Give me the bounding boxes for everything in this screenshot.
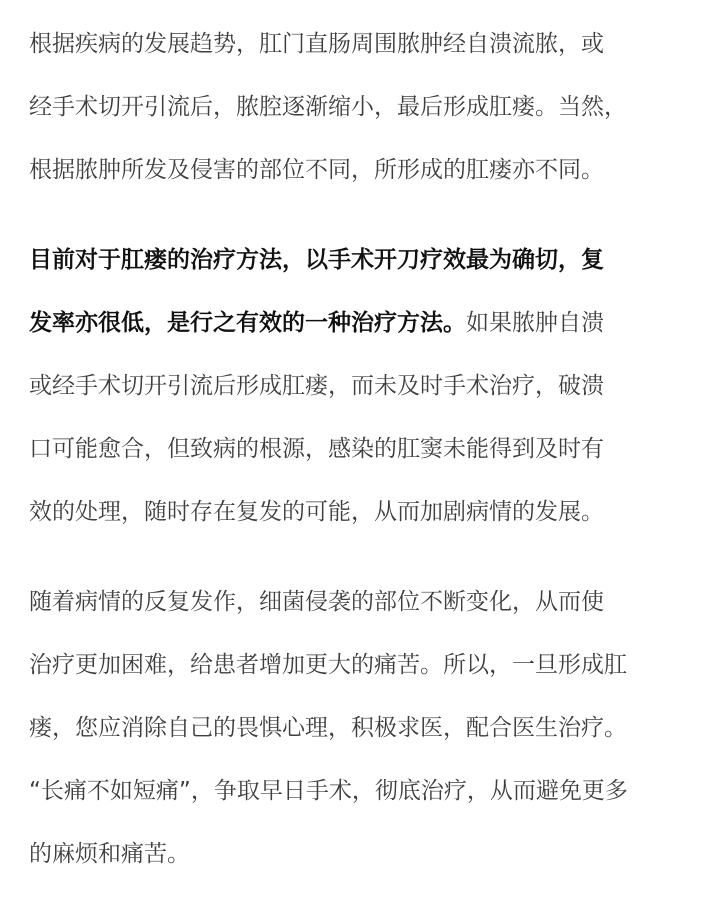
paragraph-2: [29, 229, 720, 544]
text-line: [29, 760, 720, 823]
text-line: [29, 823, 720, 886]
text-line: [29, 355, 720, 418]
text-line: [29, 13, 720, 76]
line-text: 瘘，您应消除自己的畏惧心理，积极求医，配合医生治疗。: [29, 715, 627, 741]
line-text: 根据疾病的发展趋势，肛门直肠周围脓肿经自溃流脓，或: [29, 31, 604, 57]
text-line: [29, 481, 720, 544]
paragraph-3: [29, 571, 720, 886]
text-line: [29, 634, 720, 697]
paragraph-1: [29, 13, 720, 202]
line-text: 效的处理，随时存在复发的可能，从而加剧病情的发展。: [29, 499, 604, 525]
line-text: “长痛不如短痛”，争取早日手术，彻底治疗，从而避免更多: [29, 778, 628, 804]
text-line: [29, 229, 720, 292]
line-text: 口可能愈合，但致病的根源，感染的肛窦未能得到及时有: [29, 436, 604, 462]
line-text: 经手术切开引流后，脓腔逐渐缩小，最后形成肛瘘。当然，: [29, 94, 627, 120]
line-text: 如果脓肿自溃: [466, 310, 604, 336]
text-line: [29, 571, 720, 634]
text-line: [29, 139, 720, 202]
bold-text: 目前对于肛瘘的治疗方法，以手术开刀疗效最为确切，复: [29, 247, 604, 273]
line-text: 随着病情的反复发作，细菌侵袭的部位不断变化，从而使: [29, 589, 604, 615]
text-line: [29, 76, 720, 139]
line-text: 根据脓肿所发及侵害的部位不同，所形成的肛瘘亦不同。: [29, 157, 604, 183]
line-text: 的麻烦和痛苦。: [29, 841, 190, 867]
text-line: [29, 418, 720, 481]
line-text: 治疗更加困难，给患者增加更大的痛苦。所以，一旦形成肛: [29, 652, 627, 678]
bold-text: 发率亦很低，是行之有效的一种治疗方法。: [29, 310, 466, 336]
text-line: [29, 292, 720, 355]
text-line: [29, 697, 720, 760]
line-text: 或经手术切开引流后形成肛瘘，而未及时手术治疗，破溃: [29, 373, 604, 399]
